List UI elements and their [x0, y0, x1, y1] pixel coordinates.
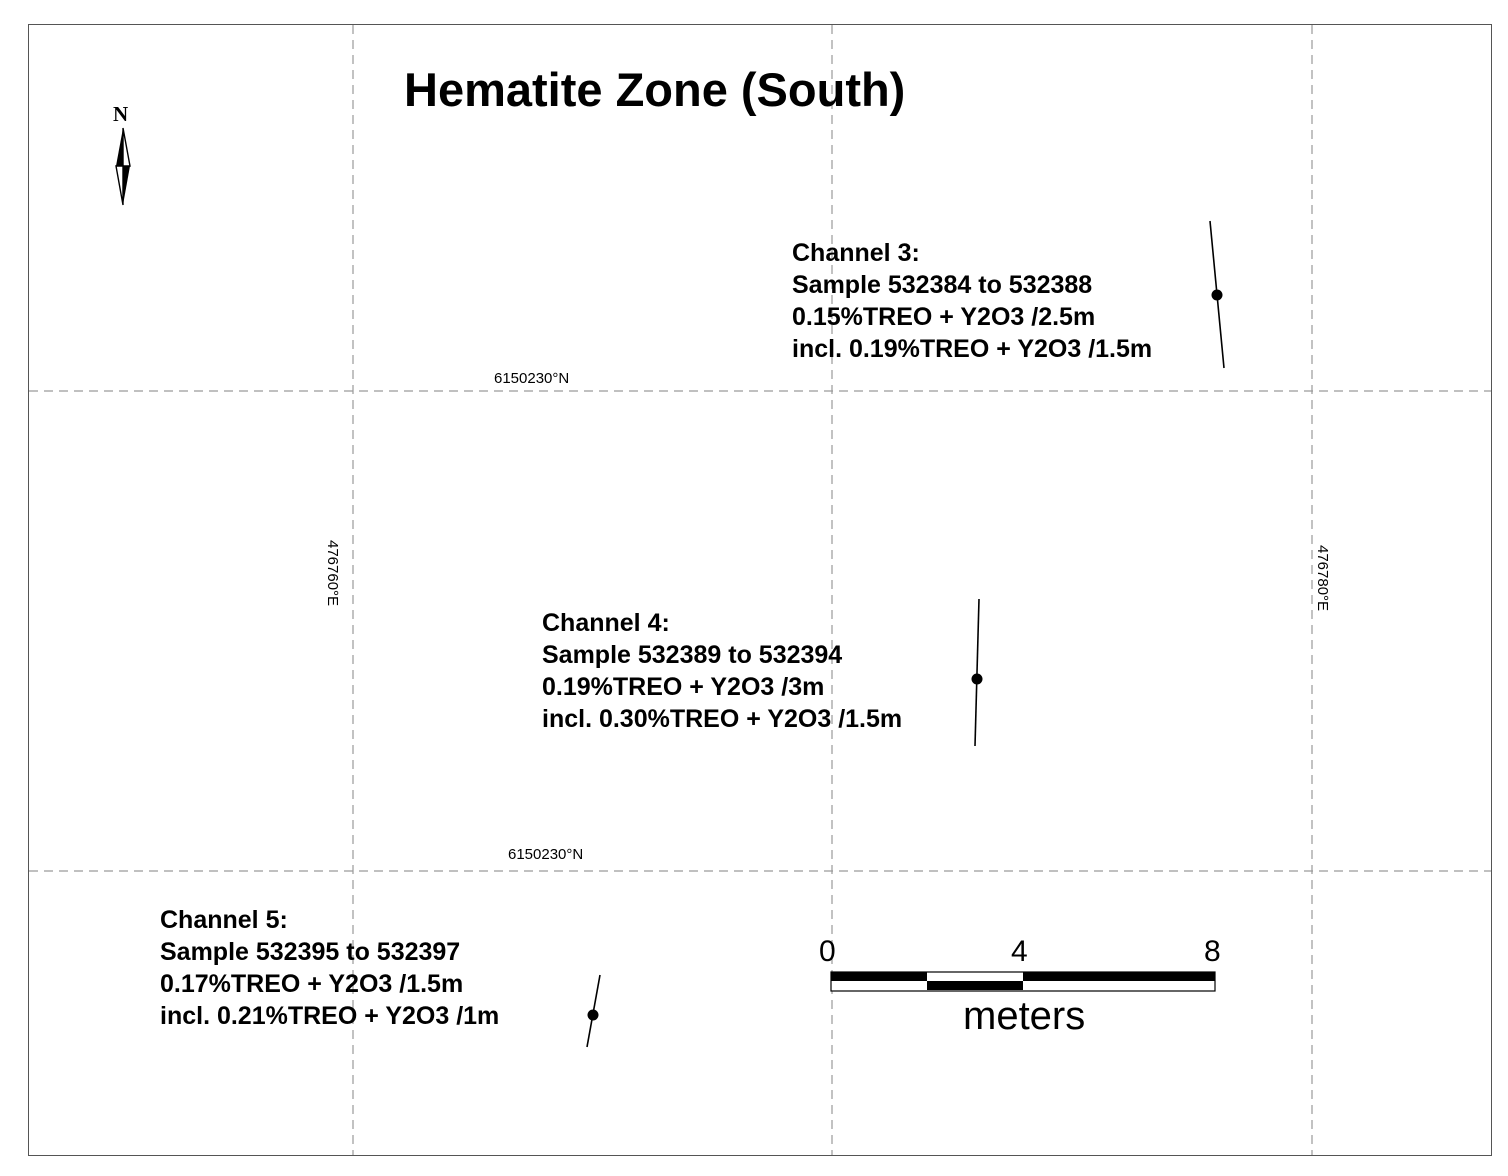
channel-3-point: [1212, 290, 1223, 301]
channel-3-label: [792, 237, 1152, 365]
scale-tick-label: 4: [1011, 935, 1028, 968]
channel-4-point: [972, 674, 983, 685]
channel-including: incl. 0.21%TREO + Y2O3 /1m: [160, 1002, 500, 1030]
channel-5-trace: [587, 975, 600, 1047]
channel-samples: Sample 532395 to 532397: [160, 938, 461, 966]
channel-name: Channel 3:: [792, 239, 920, 267]
scale-segment: [927, 981, 1023, 990]
scale-bar: [831, 972, 1215, 991]
scale-tick-label: 0: [819, 935, 836, 968]
channel-grade: 0.15%TREO + Y2O3 /2.5m: [792, 303, 1096, 331]
scale-segment: [1023, 972, 1215, 981]
channel-3-trace: [1210, 221, 1224, 368]
channel-name: Channel 4:: [542, 609, 670, 637]
channel-5-point: [588, 1010, 599, 1021]
channel-5-label: [160, 904, 499, 1032]
channel-name: Channel 5:: [160, 906, 288, 934]
easting-label: 476760°E: [324, 540, 341, 607]
scale-unit-label: meters: [963, 994, 1086, 1038]
scale-segment: [831, 972, 927, 981]
northing-label: 6150230°N: [494, 370, 570, 387]
channel-including: incl. 0.19%TREO + Y2O3 /1.5m: [792, 335, 1153, 363]
channel-grade: 0.17%TREO + Y2O3 /1.5m: [160, 970, 464, 998]
map-title: Hematite Zone (South): [404, 63, 906, 116]
scale-tick-label: 8: [1204, 935, 1221, 968]
channel-4-label: [542, 607, 902, 735]
north-label: N: [113, 102, 129, 126]
channel-including: incl. 0.30%TREO + Y2O3 /1.5m: [542, 705, 903, 733]
channel-samples: Sample 532389 to 532394: [542, 641, 843, 669]
channel-samples: Sample 532384 to 532388: [792, 271, 1093, 299]
easting-label: 476780°E: [1314, 545, 1331, 612]
channel-4-trace: [972, 599, 983, 746]
channel-grade: 0.19%TREO + Y2O3 /3m: [542, 673, 825, 701]
north-arrow-icon: [116, 128, 130, 205]
northing-label: 6150230°N: [508, 846, 584, 863]
